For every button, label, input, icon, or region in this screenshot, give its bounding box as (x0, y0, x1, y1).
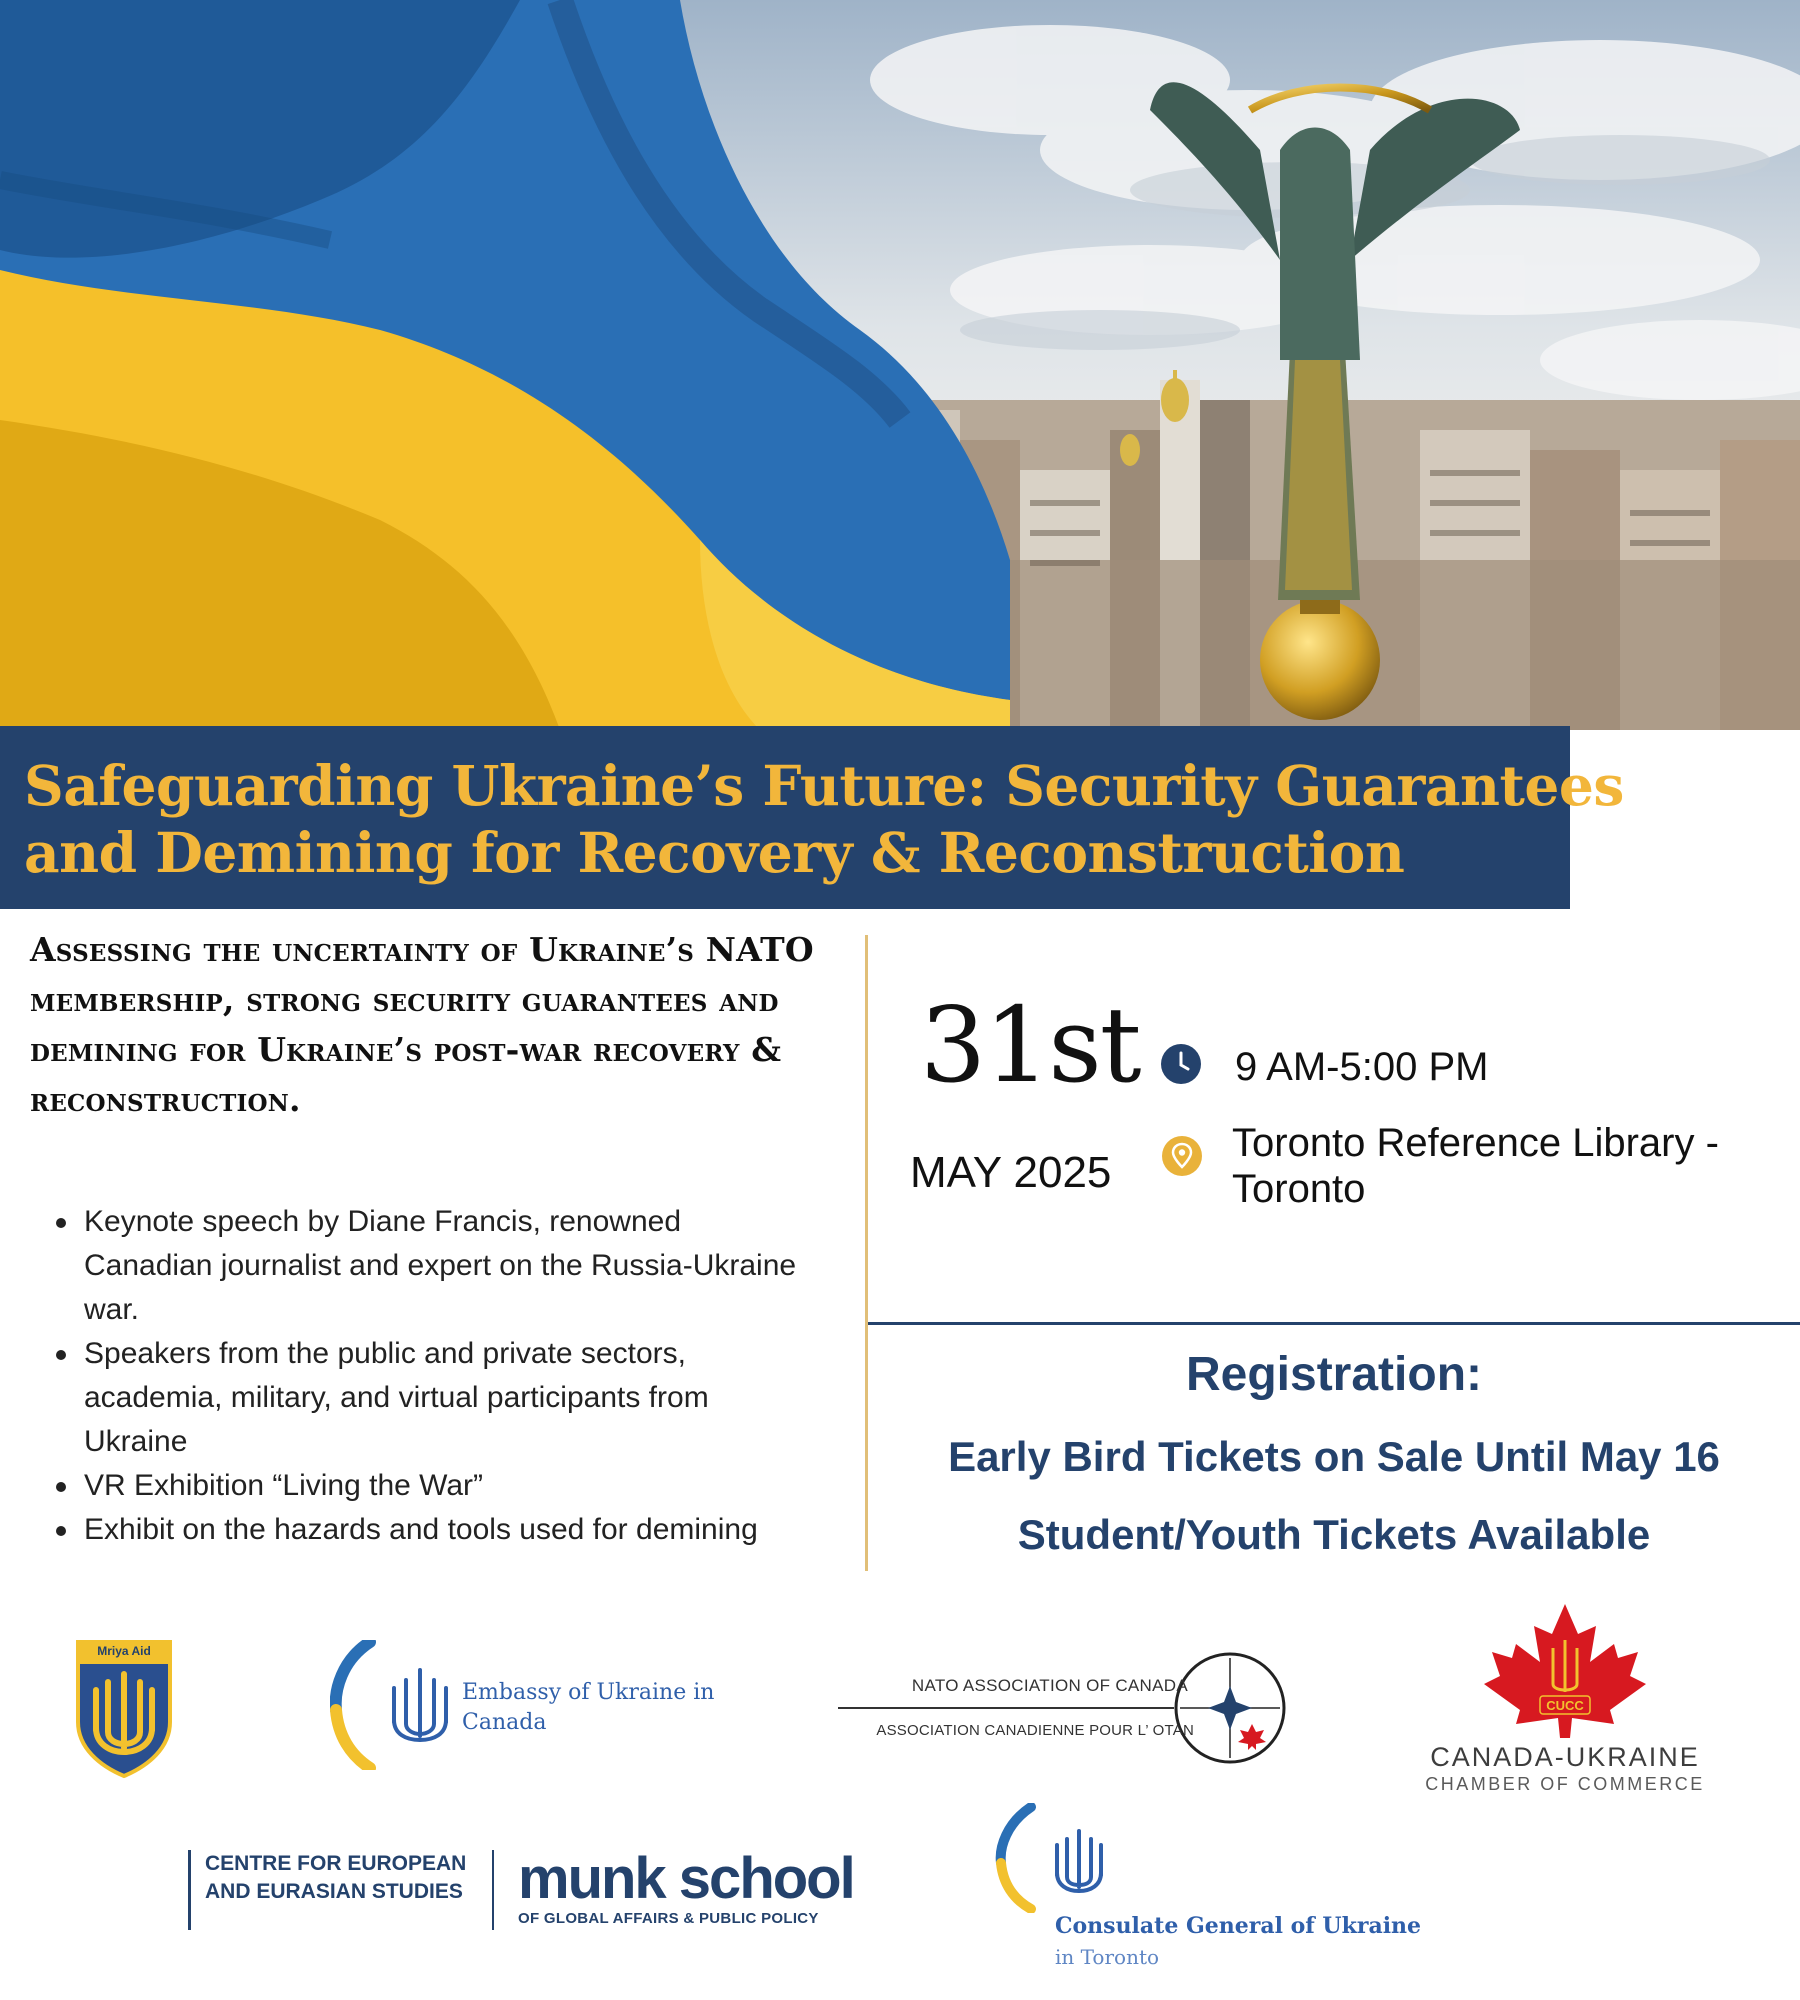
cucc-logo (1400, 1600, 1730, 1800)
mriya-label: Mriya Aid (97, 1644, 151, 1658)
consulate-emblem-icon (995, 1803, 1105, 1913)
nato-compass-icon (838, 1652, 1288, 1772)
early-bird-notice: Early Bird Tickets on Sale Until May 16 (948, 1433, 1720, 1480)
event-time: 9 AM-5:00 PM (1235, 1045, 1489, 1089)
hero-illustration (0, 0, 1800, 730)
consulate-name: Consulate General of Ukraine (1055, 1913, 1422, 1939)
highlight-item: Speakers from the public and private sectors, academia, military, and virtual participants from Ukraine (54, 1332, 814, 1464)
nato-name-english: NATO ASSOCIATION OF CANADA (911, 1676, 1188, 1695)
registration-heading: Registration: (1185, 1348, 1482, 1401)
mriya-aid-logo (74, 1640, 174, 1780)
highlights-list (54, 1200, 814, 1552)
event-venue: Toronto Reference Library - Toronto (1232, 1121, 1719, 1211)
embassy-logo (330, 1640, 730, 1770)
event-day: 31st (920, 984, 1140, 1106)
event-title-line-1: Safeguarding Ukraine’s Future: Security Guarantees (24, 753, 1624, 818)
cucc-badge-text: CUCC (1546, 1698, 1584, 1713)
title-band (0, 726, 1624, 909)
cucc-subtitle: CHAMBER OF COMMERCE (1425, 1774, 1705, 1794)
hero-image (0, 0, 1800, 730)
cucc-name: CANADA-UKRAINE (1430, 1742, 1700, 1772)
munk-school-subtitle: OF GLOBAL AFFAIRS & PUBLIC POLICY (518, 1910, 819, 1927)
ceurasia-name: CENTRE FOR EUROPEAN AND EURASIAN STUDIES (205, 1852, 467, 1903)
consulate-logo (995, 1803, 1435, 1983)
munk-school-name: munk school (518, 1846, 854, 1911)
highlight-item: Keynote speech by Diane Francis, renowned Canadian journalist and expert on the Russia-Ukraine war. (54, 1200, 814, 1332)
event-title-line-2: and Demining for Recovery & Reconstruction (24, 820, 1405, 885)
nato-association-logo (838, 1652, 1288, 1772)
maple-leaf-icon (1400, 1600, 1730, 1740)
horizontal-divider (868, 1322, 1800, 1325)
location-pin-icon (1161, 1135, 1203, 1177)
highlight-item: VR Exhibition “Living the War” (54, 1464, 814, 1508)
nato-name-french: ASSOCIATION CANADIENNE POUR L’ OTAN (876, 1722, 1194, 1739)
embassy-name: Embassy of Ukraine in Canada (462, 1680, 715, 1735)
student-tickets-notice: Student/Youth Tickets Available (1017, 1511, 1651, 1558)
munk-school-logo (492, 1846, 872, 1930)
clock-icon (1160, 1043, 1202, 1085)
event-subtitle: Assessing the uncertainty of Ukraine’s NATO membership, strong security guarantees and demining for Ukraine’s post-war recovery & reconstruction. (30, 930, 814, 1119)
highlight-item: Exhibit on the hazards and tools used for demining (54, 1508, 814, 1552)
embassy-emblem-icon (330, 1640, 460, 1770)
consulate-city: in Toronto (1055, 1945, 1160, 1969)
event-month-year: MAY 2025 (910, 1148, 1112, 1197)
ceurasia-logo (188, 1850, 488, 1930)
mriya-shield-icon (74, 1640, 174, 1780)
